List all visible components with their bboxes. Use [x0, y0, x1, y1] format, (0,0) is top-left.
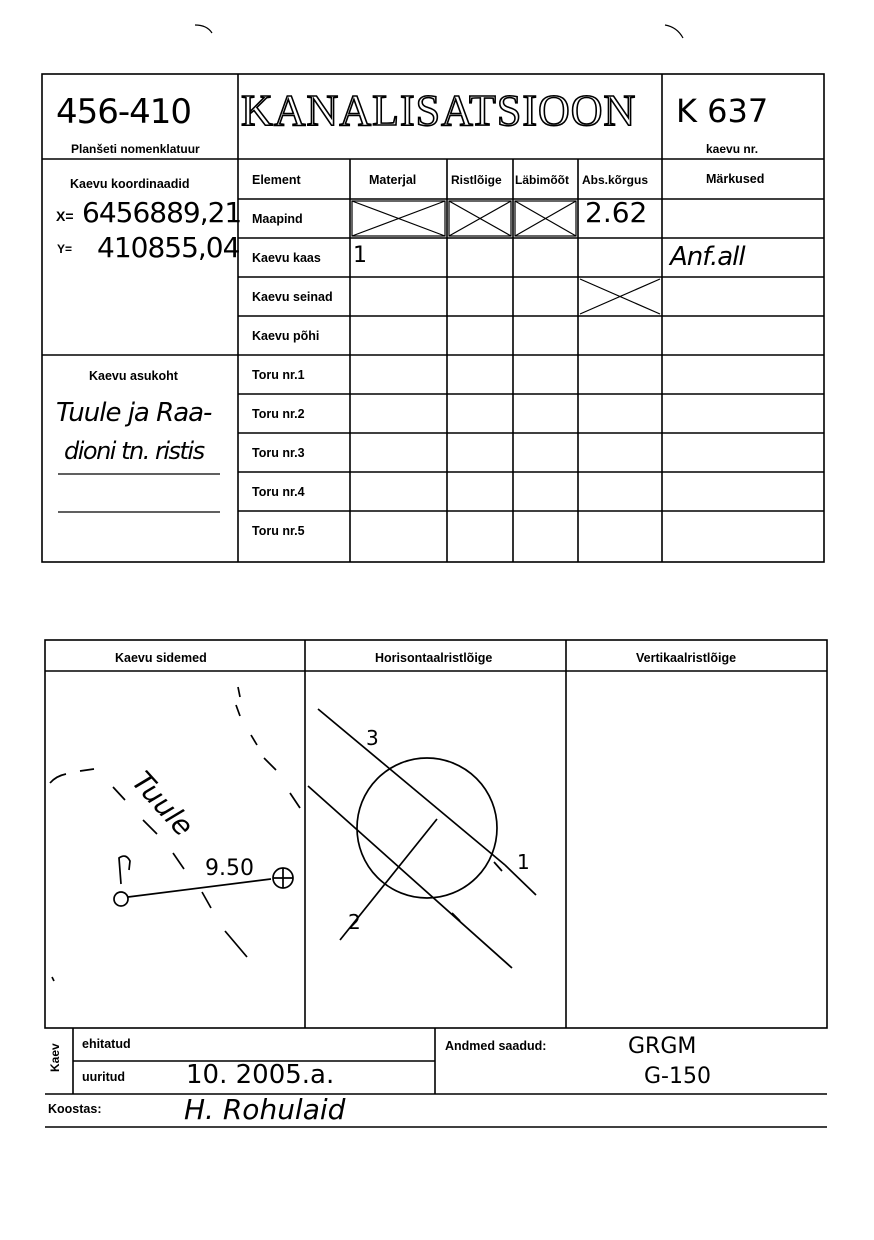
horizontal-section-sketch — [308, 709, 536, 968]
header-abs-height: Abs.kõrgus — [582, 173, 649, 187]
row-label: Maapind — [252, 212, 303, 226]
row-label: Toru nr.5 — [252, 524, 305, 538]
header-horizontal-section: Horisontaalristlõige — [375, 651, 493, 665]
data-source-value-2: G-150 — [644, 1064, 711, 1089]
location-label: Kaevu asukoht — [89, 369, 178, 383]
built-label: ehitatud — [82, 1037, 131, 1051]
data-source-value-1: GRGM — [628, 1034, 697, 1059]
row-label: Kaevu põhi — [252, 329, 320, 343]
x-coordinate-value: 6456889,21 — [82, 196, 242, 229]
street-name-label: Tuule — [125, 765, 201, 843]
row-label: Kaevu kaas — [252, 251, 321, 265]
data-source-label: Andmed saadud: — [445, 1039, 547, 1053]
surveyed-date-value: 10. 2005.a. — [186, 1060, 335, 1090]
surveyed-label: uuritud — [82, 1070, 126, 1084]
row-label: Toru nr.4 — [252, 485, 305, 499]
pipe-label-3: 3 — [366, 726, 379, 750]
header-well-ties: Kaevu sidemed — [115, 651, 207, 665]
well-label: Kaev — [48, 1043, 62, 1072]
x-label: X= — [56, 208, 74, 224]
header-element: Element — [252, 173, 301, 187]
nomenclature-label: Planšeti nomenklatuur — [71, 142, 200, 156]
header-material: Materjal — [369, 173, 417, 187]
nomenclature-value: 456-410 — [56, 92, 192, 132]
y-label: Y= — [57, 242, 73, 256]
header-remarks: Märkused — [706, 172, 765, 186]
compiled-by-value: H. Rohulaid — [184, 1093, 346, 1126]
pipe-label-1: 1 — [517, 850, 530, 874]
well-number-value: K 637 — [676, 92, 769, 130]
row-label: Toru nr.3 — [252, 446, 305, 460]
location-line-2: dioni tn. ristis — [64, 437, 204, 465]
card-title: KANALISATSIOON — [241, 86, 637, 135]
distance-label: 9.50 — [205, 856, 254, 881]
cover-material-value: 1 — [353, 243, 367, 268]
compiled-by-label: Koostas: — [48, 1102, 102, 1116]
coordinates-label: Kaevu koordinaadid — [70, 177, 190, 191]
location-line-1: Tuule ja Raa- — [56, 398, 212, 428]
pipe-label-2: 2 — [348, 910, 361, 934]
row-label: Kaevu seinad — [252, 290, 333, 304]
row-label: Toru nr.2 — [252, 407, 305, 421]
header-cross-section: Ristlõige — [451, 173, 502, 187]
header-diameter: Läbimõõt — [515, 173, 569, 187]
ground-abs-height-value: 2.62 — [585, 196, 648, 229]
row-label: Toru nr.1 — [252, 368, 305, 382]
y-coordinate-value: 410855,04 — [97, 231, 240, 264]
cover-remarks-value: Anf.all — [670, 242, 745, 272]
header-vertical-section: Vertikaalristlõige — [636, 651, 737, 665]
well-number-label: kaevu nr. — [706, 142, 759, 156]
